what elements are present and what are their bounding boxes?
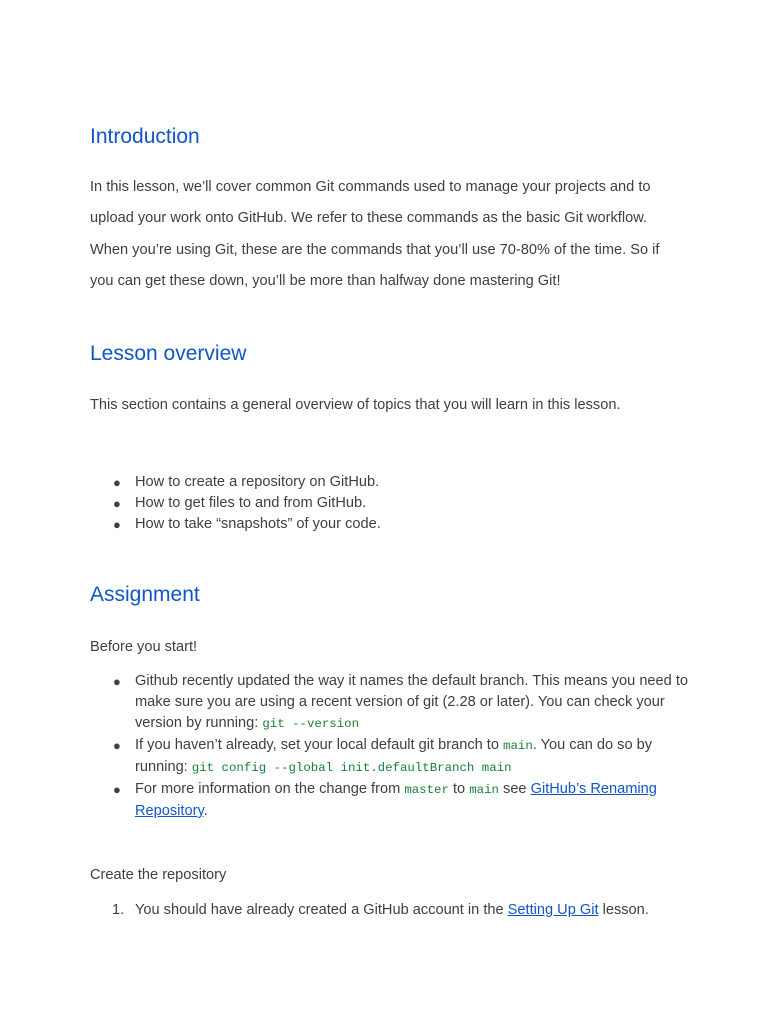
step-number: 1. bbox=[112, 902, 125, 918]
assignment-heading: Assignment bbox=[90, 583, 200, 606]
list-item: ● How to create a repository on GitHub. bbox=[90, 472, 690, 493]
bullet-icon: ● bbox=[113, 496, 121, 511]
overview-heading: Lesson overview bbox=[90, 342, 247, 365]
bullet-icon: ● bbox=[113, 475, 121, 490]
create-repo-subheading: Create the repository bbox=[90, 867, 227, 883]
list-item: ● If you haven’t already, set your local default git branch to main. You can do so by running: git config --global init.defaultBranch main bbox=[113, 737, 653, 775]
create-repo-steps bbox=[90, 900, 690, 921]
bullet-icon: ● bbox=[113, 738, 121, 753]
before-start-list bbox=[90, 671, 690, 822]
inline-code: main bbox=[469, 783, 499, 797]
list-item: ● Github recently updated the way it names the default branch. This means you need to make sure you are using a recent version of git (2.28 or later). You can check your version by running: git --version bbox=[113, 673, 689, 731]
bullet-icon: ● bbox=[113, 782, 121, 797]
intro-paragraph: In this lesson, we’ll cover common Git commands used to manage your projects and to upload your work onto GitHub. We refer to these commands as the basic Git workflow. When you’re using Git, these are the commands that you’ll use 70-80% of the time. So if you can get these down, you’ll be more than halfway done mastering Git! bbox=[90, 179, 660, 289]
overview-paragraph: This section contains a general overview of topics that you will learn in this lesson. bbox=[90, 397, 621, 413]
inline-code: master bbox=[404, 783, 449, 797]
list-item: 1. You should have already created a GitHub account in the Setting Up Git lesson. bbox=[90, 900, 690, 921]
intro-heading: Introduction bbox=[90, 125, 200, 148]
inline-code: git --version bbox=[262, 717, 360, 731]
overview-topic-list bbox=[90, 472, 690, 535]
list-item: ● How to take “snapshots” of your code. bbox=[90, 514, 690, 535]
renaming-repository-link[interactable]: GitHub’s Renaming Repository bbox=[135, 781, 657, 819]
before-start-text: Before you start! bbox=[90, 639, 198, 655]
list-item: ● For more information on the change from master to main see GitHub’s Renaming Repository. bbox=[113, 781, 657, 819]
inline-code: main bbox=[503, 739, 533, 753]
setting-up-git-link[interactable]: Setting Up Git bbox=[507, 902, 599, 918]
list-item: ● How to get files to and from GitHub. bbox=[90, 493, 690, 514]
inline-code: git config --global init.defaultBranch main bbox=[191, 761, 512, 775]
bullet-icon: ● bbox=[113, 674, 121, 689]
bullet-icon: ● bbox=[113, 517, 121, 532]
